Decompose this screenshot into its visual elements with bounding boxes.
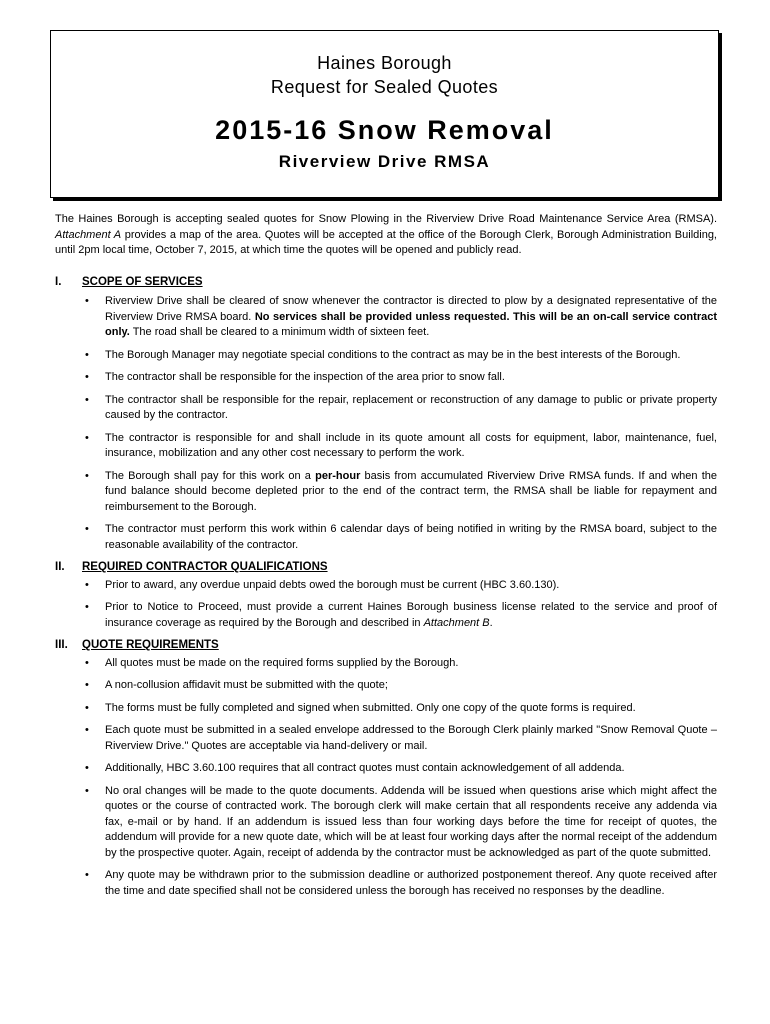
list-item	[55, 600, 717, 631]
list-item	[55, 723, 717, 754]
list-item	[55, 784, 717, 862]
list-item	[55, 678, 717, 694]
section-number: III.	[55, 639, 68, 651]
page-title: 2015-16 Snow Removal	[215, 115, 554, 145]
document-subtitle: Request for Sealed Quotes	[270, 77, 499, 97]
list-item	[55, 469, 717, 516]
item-text-rest: .	[489, 616, 493, 629]
bullet-icon: •	[85, 762, 89, 774]
item-text-rest: The road shall be cleared to a minimum width of sixteen feet.	[129, 326, 430, 338]
item-text: Each quote must be submitted in a sealed envelope addressed to the Borough Clerk plainly marked "Snow Removal Quote – Riverview Drive." Quotes are acceptable via hand-delivery or mail.	[105, 724, 717, 752]
list-item	[55, 393, 717, 424]
intro-text-rest: provides a map of the area. Quotes will be accepted at the office of the Borough Clerk, Borough Administration Building, until 2pm local time, October 7, 2015, at which time the quotes will be opened and publicly read.	[55, 228, 717, 256]
list-item	[55, 761, 717, 777]
intro-paragraph	[55, 212, 717, 259]
bullet-icon: •	[85, 469, 89, 482]
section-title: REQUIRED CONTRACTOR QUALIFICATIONS	[82, 561, 328, 573]
list-item	[55, 868, 717, 899]
bullet-icon: •	[85, 523, 89, 535]
item-text: No oral changes will be made to the quote documents. Addenda will be issued when questions arise which might affect the quotes or the course of contracted work. The borough clerk will make certain that all respondents receive any addenda via fax, e-mail or by hand. If an addendum is issued less than four working days before the time for receipt of quotes, the addendum will provide for a new quote date, which will be at least four working days after the normal receipt of the addendum by the prospective quoter. Again, receipt of addenda by the contractor must be acknowledged as part of the quote submitted.	[105, 784, 717, 859]
rmsa-subtitle: Riverview Drive RMSA	[278, 152, 491, 171]
bullet-icon: •	[85, 393, 89, 406]
qualifications-list	[55, 578, 717, 632]
bullet-icon: •	[85, 679, 89, 691]
list-item	[55, 348, 717, 364]
intro-text: The Haines Borough is accepting sealed quotes for Snow Plowing in the Riverview Drive Road Maintenance Service Area (RMSA).	[55, 213, 717, 225]
bullet-icon: •	[85, 784, 89, 797]
list-item	[55, 522, 717, 553]
item-bold-text: per-hour	[315, 469, 361, 482]
bullet-icon: •	[85, 601, 89, 613]
item-text: The contractor shall be responsible for the inspection of the area prior to snow fall.	[105, 371, 505, 383]
intro-attachment-ref: Attachment A	[55, 228, 122, 241]
header-box	[50, 30, 719, 198]
item-text: Additionally, HBC 3.60.100 requires that all contract quotes must contain acknowledgement of all addenda.	[105, 762, 625, 774]
item-bold-text: No services shall be provided unless requested. This will be an on-call service contract only.	[105, 310, 717, 338]
item-attachment-ref: Attachment B	[423, 616, 490, 629]
item-text: A non-collusion affidavit must be submitted with the quote;	[105, 679, 388, 691]
list-item	[55, 578, 717, 594]
list-item	[55, 370, 717, 386]
bullet-icon: •	[85, 371, 89, 383]
quote-requirements-list	[55, 656, 717, 900]
item-text: The contractor must perform this work within 6 calendar days of being notified in writing by the RMSA board, subject to the reasonable availability of the contractor.	[105, 523, 717, 551]
section-qualifications-heading	[55, 560, 717, 576]
section-scope-heading	[55, 275, 717, 291]
bullet-icon: •	[85, 701, 89, 714]
list-item	[55, 294, 717, 341]
bullet-icon: •	[85, 724, 89, 736]
item-text: The forms must be fully completed and signed when submitted. Only one copy of the quote forms is required.	[105, 701, 636, 714]
section-title: QUOTE REQUIREMENTS	[82, 639, 219, 651]
item-text: The Borough Manager may negotiate special conditions to the contract as may be in the best interests of the Borough.	[105, 348, 681, 361]
item-text: The contractor is responsible for and shall include in its quote amount all costs for equipment, labor, maintenance, fuel, insurance, mobilization and any other cost necessary to perform the work.	[105, 431, 717, 459]
scope-list	[55, 294, 717, 553]
item-text: The contractor shall be responsible for the repair, replacement or reconstruction of any damage to public or private property caused by the contractor.	[105, 393, 717, 421]
bullet-icon: •	[85, 348, 89, 361]
item-text: All quotes must be made on the required forms supplied by the Borough.	[105, 656, 459, 669]
bullet-icon: •	[85, 869, 89, 881]
item-text: The Borough shall pay for this work on a	[105, 469, 316, 482]
section-title: SCOPE OF SERVICES	[82, 275, 203, 288]
list-item	[55, 656, 717, 672]
list-item	[55, 701, 717, 717]
section-number: I.	[55, 275, 62, 288]
bullet-icon: •	[85, 295, 89, 307]
organization-name: Haines Borough	[317, 53, 452, 73]
section-quote-requirements-heading	[55, 638, 717, 654]
bullet-icon: •	[85, 656, 89, 669]
bullet-icon: •	[85, 431, 89, 444]
list-item	[55, 431, 717, 462]
item-text: Riverview Drive shall be cleared of snow whenever the contractor is directed to plow by a designated representative of the Riverview Drive RMSA board.	[105, 295, 717, 323]
item-text-rest: basis from accumulated Riverview Drive RMSA funds. If and when the fund balance should become depleted prior to the end of the contract term, the RMSA shall be liable for repayment and reimbursement to the Borough.	[105, 469, 717, 513]
item-text: Prior to Notice to Proceed, must provide a current Haines Borough business license related to the service and proof of insurance coverage as required by the Borough and described in	[105, 601, 717, 629]
section-number: II.	[55, 561, 65, 573]
item-text: Any quote may be withdrawn prior to the submission deadline or authorized postponement thereof. Any quote received after the time and date specified shall not be considered unless the borough has received no responses by the deadline.	[105, 869, 717, 897]
item-text: Prior to award, any overdue unpaid debts owed the borough must be current (HBC 3.60.130).	[105, 578, 560, 591]
document-body	[55, 212, 717, 906]
bullet-icon: •	[85, 578, 89, 591]
